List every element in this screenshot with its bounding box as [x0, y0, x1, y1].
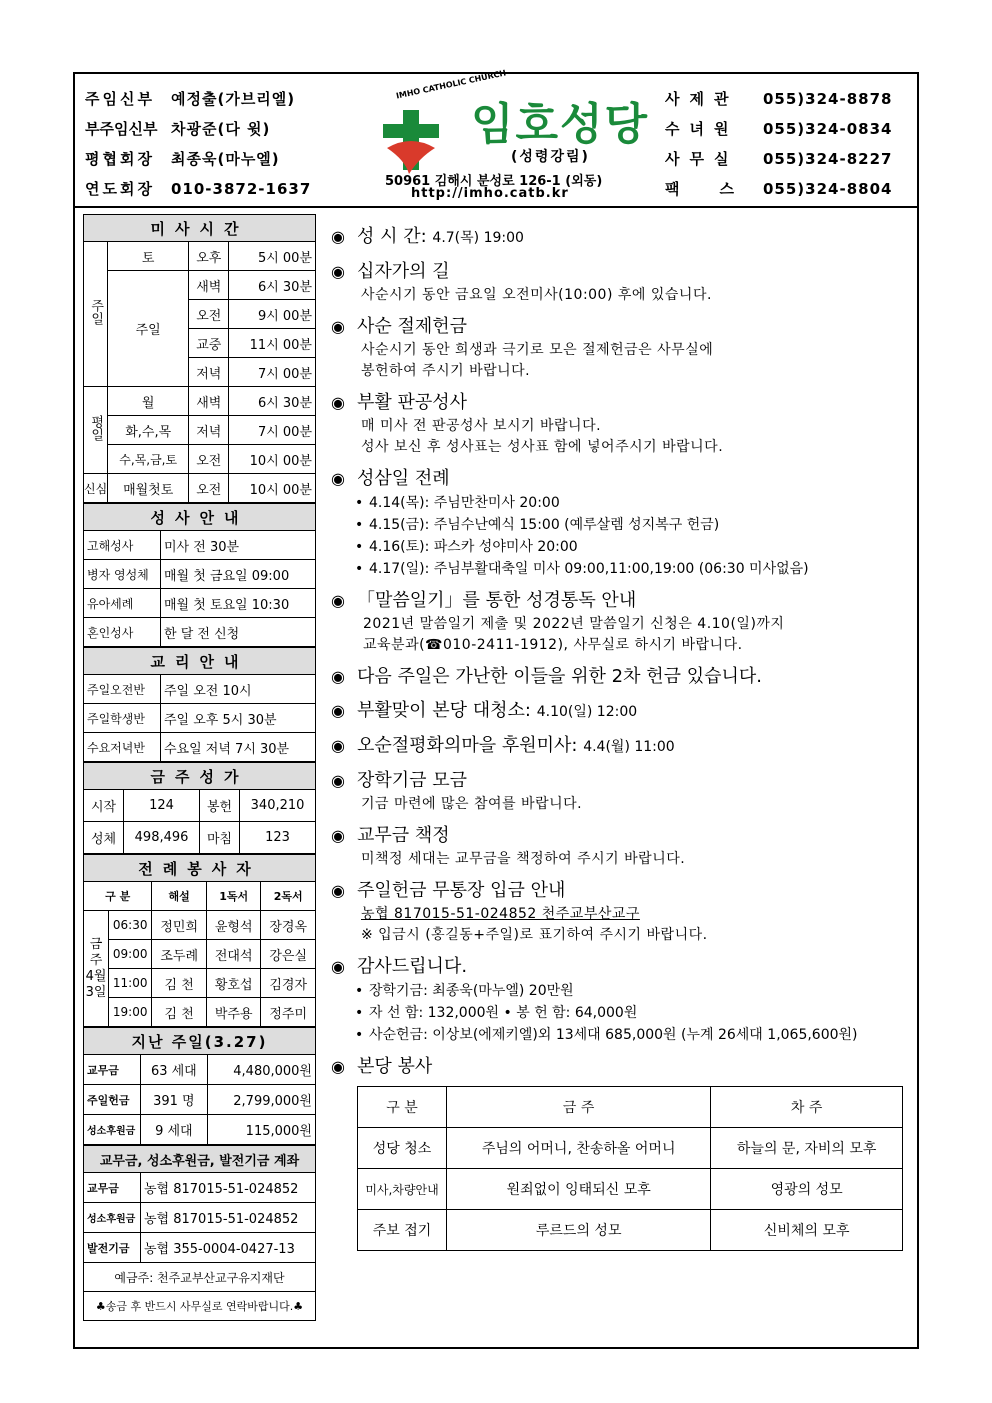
weekday-label: 평일 [84, 387, 108, 474]
bullet-icon: ◉ [331, 701, 345, 720]
bullet-icon: ◉ [331, 881, 345, 900]
last-week-table: 지난 주일(3.27) 교무금 63 세대 4,480,000원 주일헌금 391 명 2,799,000원 성소후원금 9 세대 115,000원 [83, 1027, 316, 1145]
header-left-row: 연도회장 010-3872-1637 [85, 180, 312, 198]
announcement-item: ◉ 십자가의 길 사순시기 동안 금요일 오전미사(10:00) 후에 있습니다. [331, 261, 712, 303]
announcement-item: ◉ 본당 봉사 구 분 금 주 차 주 성당 청소 주님의 어머니, 찬송하올 어머니 하늘의 문, 자비의 모후 미사,차량안내 원죄없이 잉태되신 모후 영광의 성모 주보 접기 루르드의 성모 신비체의 모후 [331, 1054, 911, 1251]
announcement-item: ◉ 성삼일 전례 • 4.14(목): 주님만찬미사 20:00 • 4.15(금): 주님수난예식 15:00 (예루살렘 성지복구 헌금) • 4.16(토): 파스카 성야미사 20:00 • 4.17(일): 주님부활대축일 미사 09:00,11:00,19:00 (06:30 미사없음) [331, 468, 809, 577]
header-left-row: 평협회장 최종욱(마누엘) [85, 150, 280, 168]
announcement-item: ◉ 장학기금 모금 기금 마련에 많은 참여를 바랍니다. [331, 770, 583, 812]
bullet-icon: ◉ [331, 826, 345, 845]
church-logo-block [375, 68, 665, 203]
announcement-item: ◉ 「말씀일기」를 통한 성경통독 안내 2021년 말씀일기 제출 및 2022년 말씀일기 신청은 4.10(일)까지 교육분과(☎010-2411-1912), 사무실로 하시기 바랍니다. [331, 590, 785, 653]
announcement-item: ◉ 교무금 책정 미책정 세대는 교무금을 책정하여 주시기 바랍니다. [331, 825, 686, 867]
bullet-icon: ◉ [331, 667, 345, 686]
account-table: 교무금, 성소후원금, 발전기금 계좌 교무금 농협 817015-51-024852 성소후원금 농협 817015-51-024852 발전기금 농협 355-0004-0427-13 예금주: 천주교부산교구유지재단 ♣송금 후 반드시 사무실로 연락바랍니다.♣ [83, 1145, 316, 1321]
mass-title: 미사시간 [84, 215, 316, 242]
doctrine-table: 교리안내 주일오전반 주일 오전 10시 주일학생반 주일 오후 5시 30분 수요저녁반 수요일 저녁 7시 30분 [83, 647, 316, 762]
bullet-icon: ◉ [331, 1057, 345, 1076]
hymn-table: 금주성가 시작 124 봉헌 340,210 성체 498,496 마침 123 [83, 762, 316, 854]
announcement-item: ◉ 오순절평화의마을 후원미사: 4.4(월) 11:00 [331, 733, 911, 760]
bullet-icon: ◉ [331, 957, 345, 976]
header-left-row: 주임신부 예정출(가브리엘) [85, 90, 296, 108]
church-website[interactable]: http://imho.catb.kr [411, 186, 569, 201]
church-subtitle: (성령강림) [511, 149, 590, 165]
bullet-icon: ◉ [331, 736, 345, 755]
header-right-row: 사무실 055)324-8227 [665, 150, 893, 168]
bullet-icon: ◉ [331, 393, 345, 412]
announcement-item: ◉ 주일헌금 무통장 입금 안내 농협 817015-51-024852 천주교부산교구 ※ 입금시 (홍길동+주일)로 표기하여 주시기 바랍니다. [331, 880, 708, 943]
header-left-row: 부주임신부 차광준(다 윗) [85, 120, 271, 138]
clergy-info [85, 84, 345, 204]
contact-info [665, 84, 915, 204]
announcement-item: ◉ 사순 절제헌금 사순시기 동안 희생과 극기로 모은 절제헌금은 사무실에 봉헌하여 주시기 바랍니다. [331, 316, 714, 379]
announcement-item: ◉ 다음 주일은 가난한 이들을 위한 2차 헌금 있습니다. [331, 664, 911, 690]
header-right-row: 팩스055)324-8804 [665, 180, 893, 198]
logo-arc-text: IMHO CATHOLIC CHURCH [395, 68, 507, 101]
church-cross-logo-icon [379, 108, 443, 178]
parish-service-table: 구 분 금 주 차 주 성당 청소 주님의 어머니, 찬송하올 어머니 하늘의 문, 자비의 모후 미사,차량안내 원죄없이 잉태되신 모후 영광의 성모 주보 접기 루르드의 성모 신비체의 모후 [357, 1086, 903, 1251]
announcement-item: ◉ 부활맞이 본당 대청소: 4.10(일) 12:00 [331, 698, 911, 725]
bullet-icon: ◉ [331, 469, 345, 488]
announcement-item: ◉ 성 시 간: 4.7(목) 19:00 [331, 224, 911, 251]
bulletin-frame [73, 68, 919, 1349]
sunday-label: 주일 [84, 242, 108, 387]
church-name: 임호성당 [471, 99, 650, 150]
bullet-icon: ◉ [331, 262, 345, 281]
mass-schedule-table: 미사시간 주일 토 오후 5시 00분 주일 새벽 6시 30분 오전 9시 00분 교중 11시 00분 저녁 7시 00분 평일 월 새벽 6시 30분 화,수,목 저녁 7시 00분 수,목,금,토 오전 10시 00분 신심 매월첫토 오전 10시 00분 [83, 214, 316, 503]
header-right-row: 수녀원 055)324-0834 [665, 120, 893, 138]
bank-account: 농협 817015-51-024852 천주교부산교구 [361, 906, 640, 922]
bullet-icon: ◉ [331, 227, 345, 246]
church-address: 50961 김해시 분성로 126-1 (외동) [385, 174, 603, 189]
header-right-row: 사제관 055)324-8878 [665, 90, 893, 108]
sacrament-table: 성사안내 고해성사 미사 전 30분 병자 영성체 매월 첫 금요일 09:00 유아세례 매월 첫 토요일 10:30 혼인성사 한 달 전 신청 [83, 503, 316, 647]
header [75, 68, 917, 208]
sidebar [83, 214, 316, 1321]
bullet-icon: ◉ [331, 591, 345, 610]
announcement-item: ◉ 부활 판공성사 매 미사 전 판공성사 보시기 바랍니다. 성사 보신 후 성사표는 성사표 함에 넣어주시기 바랍니다. [331, 392, 724, 455]
liturgy-table: 전례봉사자 구 분 해설 1독서 2독서 금주 4월 3일 06:30 정민희 윤형석 장경옥 09:00 조두례 전대석 강은실 11:00 김 천 황호섭 김경자 19:00 김 천 박주용 정주미 [83, 854, 316, 1027]
bullet-icon: ◉ [331, 771, 345, 790]
bullet-icon: ◉ [331, 317, 345, 336]
announcement-item: ◉ 감사드립니다. • 장학기금: 최종욱(마누엘) 20만원 • 자 선 함: 132,000원 • 봉 헌 함: 64,000원 • 사순헌금: 이상보(에제키엘)외 13세대 685,000원 (누계 26세대 1,065,600원) [331, 956, 858, 1043]
announcements [331, 224, 911, 1259]
